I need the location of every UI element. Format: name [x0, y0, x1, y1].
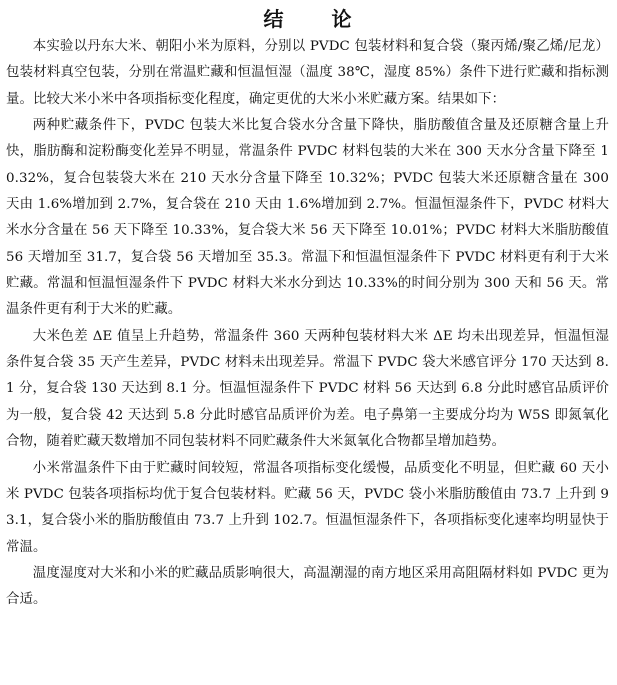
paragraph-rice-storage: 两种贮藏条件下，PVDC 包装大米比复合袋水分含量下降快，脂肪酸值含量及还原糖含量上升快，脂肪酶和淀粉酶变化差异不明显，常温条件 PVDC 材料包装的大米在 300 天水分含量下降至 10.32%，复合包装袋大米在 210 天水分含量下降至 10.32%；PVDC 包装大米还原糖含量在 300 天由 1.6%增加到 2.7%，复合袋在 210 天由 1.6%增加到 2.7%。恒温恒湿条件下，PVDC 材料大米水分含量在 56 天下降至 10.33%，复合袋大米 56 天下降至 10.01%；PVDC 材料大米脂肪酸值 56 天增加至 31.7，复合袋 56 天增加至 35.3。常温下和恒温恒湿条件下 PVDC 材料更有利于大米贮藏。常温和恒温恒湿条件下 PVDC 材料大米水分到达 10.33%的时间分别为 300 天和 56 天。常温条件更有利于大米的贮藏。 — [6, 118, 609, 318]
document-page — [6, 6, 609, 614]
paragraph-millet: 小米常温条件下由于贮藏时间较短，常温各项指标变化缓慢，品质变化不明显，但贮藏 60 天小米 PVDC 包装各项指标均优于复合包装材料。贮藏 56 天，PVDC 袋小米脂肪酸值由 73.7 上升到 93.1，复合袋小米的脂肪酸值由 73.7 上升到 102.7。恒温恒湿条件下，各项指标变化速率均明显快于常温。 — [6, 460, 609, 555]
paragraph-conclusion: 温度湿度对大米和小米的贮藏品质影响很大，高温潮湿的南方地区采用高阻隔材料如 PVDC 更为合适。 — [6, 565, 609, 608]
paragraph-intro: 本实验以丹东大米、朝阳小米为原料，分别以 PVDC 包装材料和复合袋（聚丙烯/聚乙烯/尼龙）包装材料真空包装，分别在常温贮藏和恒温恒湿（温度 38℃，湿度 85%）条件下进行贮藏和指标测量。比较大米小米中各项指标变化程度，确定更优的大米小米贮藏方案。结果如下： — [6, 39, 609, 107]
paragraph-rice-color-sensory: 大米色差 ΔE 值呈上升趋势，常温条件 360 天两种包装材料大米 ΔE 均未出现差异，恒温恒湿条件复合袋 35 天产生差异，PVDC 材料未出现差异。常温下 PVDC 袋大米感官评分 170 天达到 8.1 分，复合袋 130 天达到 8.1 分。恒温恒湿条件下 PVDC 材料 56 天达到 6.8 分此时感官品质评价为一般，复合袋 42 天达到 5.8 分此时感官品质评价为差。电子鼻第一主要成分均为 W5S 即氮氧化合物，随着贮藏天数增加不同包装材料不同贮藏条件大米氮氧化合物都呈增加趋势。 — [6, 328, 609, 450]
page-title: 结 论 — [263, 7, 366, 31]
